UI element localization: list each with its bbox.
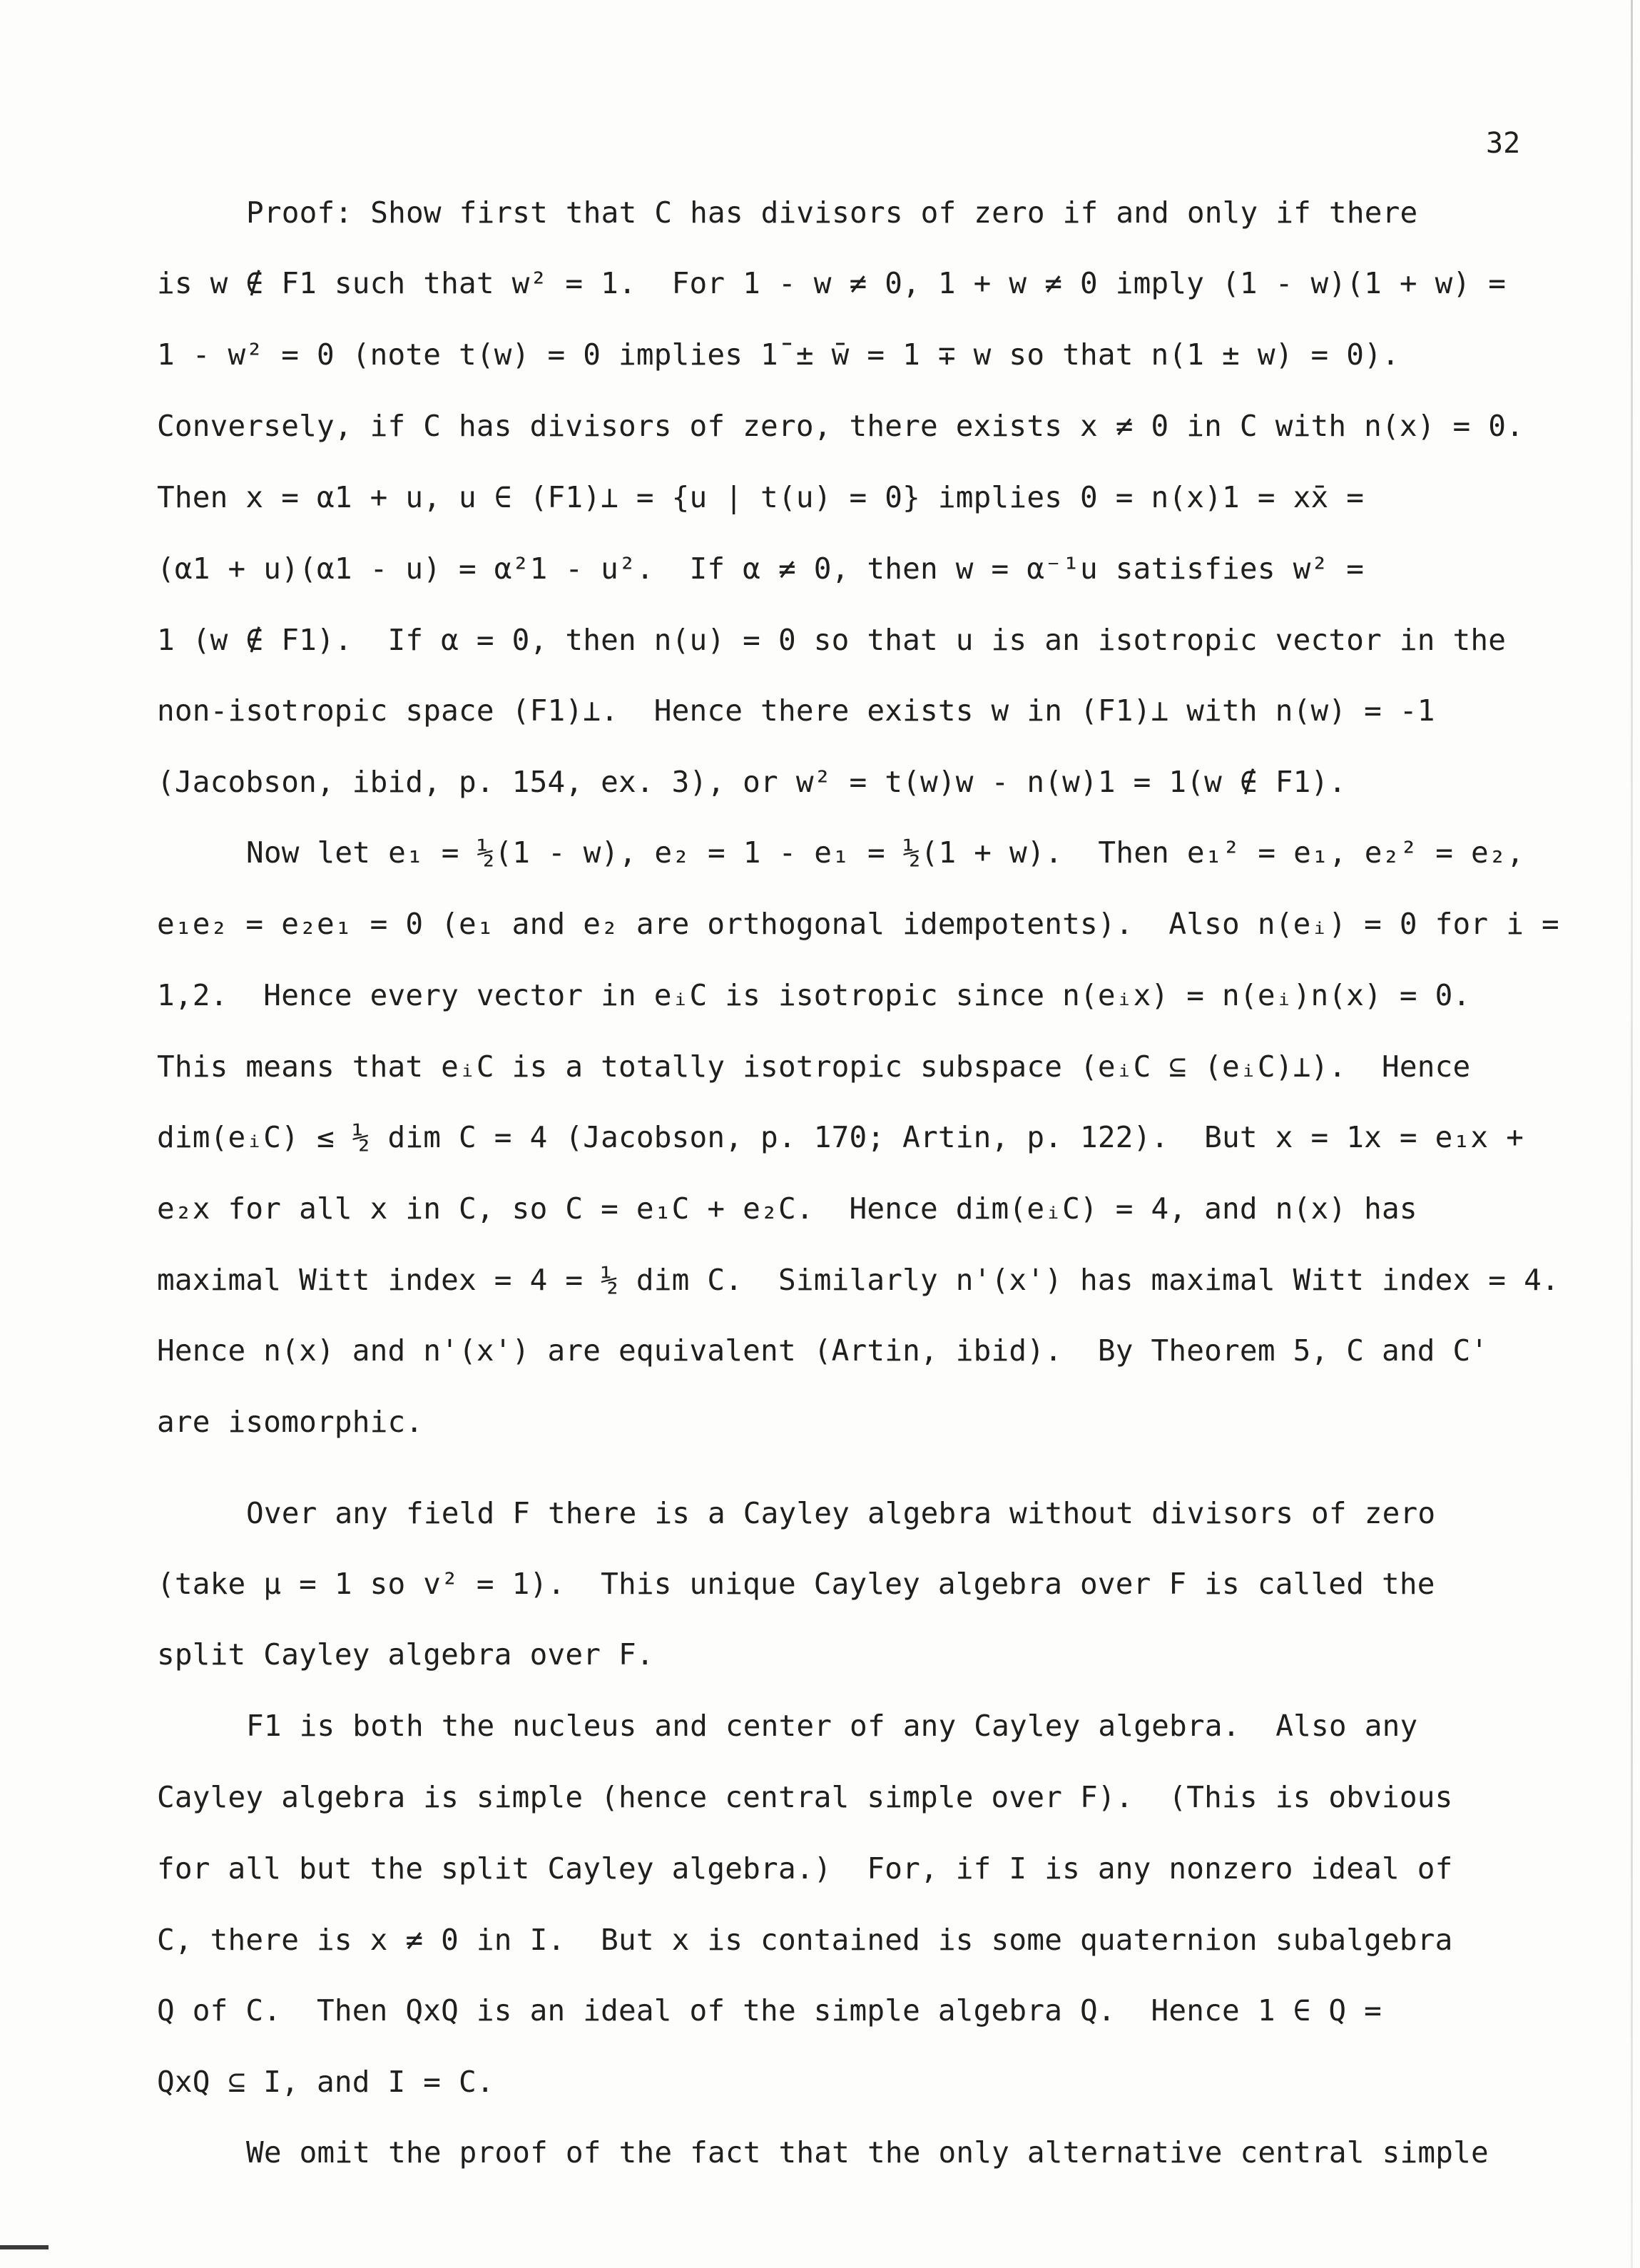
text-line: Then x = α1 + u, u ∈ (F1)⊥ = {u | t(u) = 0} implies 0 = n(x)1 = xx̄ = bbox=[157, 480, 1365, 514]
text-line: Conversely, if C has divisors of zero, there exists x ≠ 0 in C with n(x) = 0. bbox=[157, 409, 1524, 443]
text-line: 1,2. Hence every vector in eᵢC is isotropic since n(eᵢx) = n(eᵢ)n(x) = 0. bbox=[157, 978, 1471, 1012]
text-line: Hence n(x) and n'(x') are equivalent (Artin, ibid). By Theorem 5, C and C' bbox=[157, 1333, 1489, 1368]
text-line: is w ∉ F1 such that w² = 1. For 1 - w ≠ 0, 1 + w ≠ 0 imply (1 - w)(1 + w) = bbox=[157, 266, 1507, 300]
text-line: QxQ ⊆ I, and I = C. bbox=[157, 2065, 494, 2099]
text-line: Over any field F there is a Cayley algebra without divisors of zero bbox=[246, 1496, 1436, 1530]
page-number: 32 bbox=[1486, 127, 1521, 160]
text-line: Cayley algebra is simple (hence central simple over F). (This is obvious bbox=[157, 1780, 1453, 1814]
text-line: C, there is x ≠ 0 in I. But x is contained is some quaternion subalgebra bbox=[157, 1923, 1453, 1957]
text-line: for all but the split Cayley algebra.) For, if I is any nonzero ideal of bbox=[157, 1851, 1453, 1886]
text-line: are isomorphic. bbox=[157, 1405, 424, 1439]
text-line: e₂x for all x in C, so C = e₁C + e₂C. Hence dim(eᵢC) = 4, and n(x) has bbox=[157, 1191, 1417, 1226]
text-line: split Cayley algebra over F. bbox=[157, 1637, 654, 1672]
text-line: This means that eᵢC is a totally isotropic subspace (eᵢC ⊆ (eᵢC)⊥). Hence bbox=[157, 1049, 1471, 1084]
text-line: Q of C. Then QxQ is an ideal of the simple algebra Q. Hence 1 ∈ Q = bbox=[157, 1993, 1382, 2028]
scan-corner-mark bbox=[0, 2245, 49, 2249]
text-line: Proof: Show first that C has divisors of zero if and only if there bbox=[246, 195, 1418, 230]
text-line: 1 - w² = 0 (note t(w) = 0 implies 1̄ ± w̄ = 1 ∓ w so that n(1 ± w) = 0). bbox=[157, 337, 1400, 372]
text-line: (take μ = 1 so v² = 1). This unique Cayley algebra over F is called the bbox=[157, 1567, 1435, 1601]
text-line: non-isotropic space (F1)⊥. Hence there exists w in (F1)⊥ with n(w) = -1 bbox=[157, 693, 1435, 728]
text-line: F1 is both the nucleus and center of any Cayley algebra. Also any bbox=[246, 1709, 1418, 1743]
text-line: We omit the proof of the fact that the only alternative central simple bbox=[246, 2135, 1489, 2170]
text-line: (α1 + u)(α1 - u) = α²1 - u². If α ≠ 0, then w = α⁻¹u satisfies w² = bbox=[157, 551, 1365, 586]
text-line: dim(eᵢC) ≤ ½ dim C = 4 (Jacobson, p. 170; Artin, p. 122). But x = 1x = e₁x + bbox=[157, 1120, 1524, 1154]
text-line: Now let e₁ = ½(1 - w), e₂ = 1 - e₁ = ½(1 + w). Then e₁² = e₁, e₂² = e₂, bbox=[246, 835, 1524, 870]
text-line: (Jacobson, ibid, p. 154, ex. 3), or w² = t(w)w - n(w)1 = 1(w ∉ F1). bbox=[157, 765, 1347, 799]
text-line: 1 (w ∉ F1). If α = 0, then n(u) = 0 so that u is an isotropic vector in the bbox=[157, 623, 1507, 657]
text-line: maximal Witt index = 4 = ½ dim C. Similarly n'(x') has maximal Witt index = 4. bbox=[157, 1263, 1559, 1297]
text-line: e₁e₂ = e₂e₁ = 0 (e₁ and e₂ are orthogonal idempotents). Also n(eᵢ) = 0 for i = bbox=[157, 907, 1559, 941]
scan-right-edge bbox=[1631, 0, 1633, 2268]
